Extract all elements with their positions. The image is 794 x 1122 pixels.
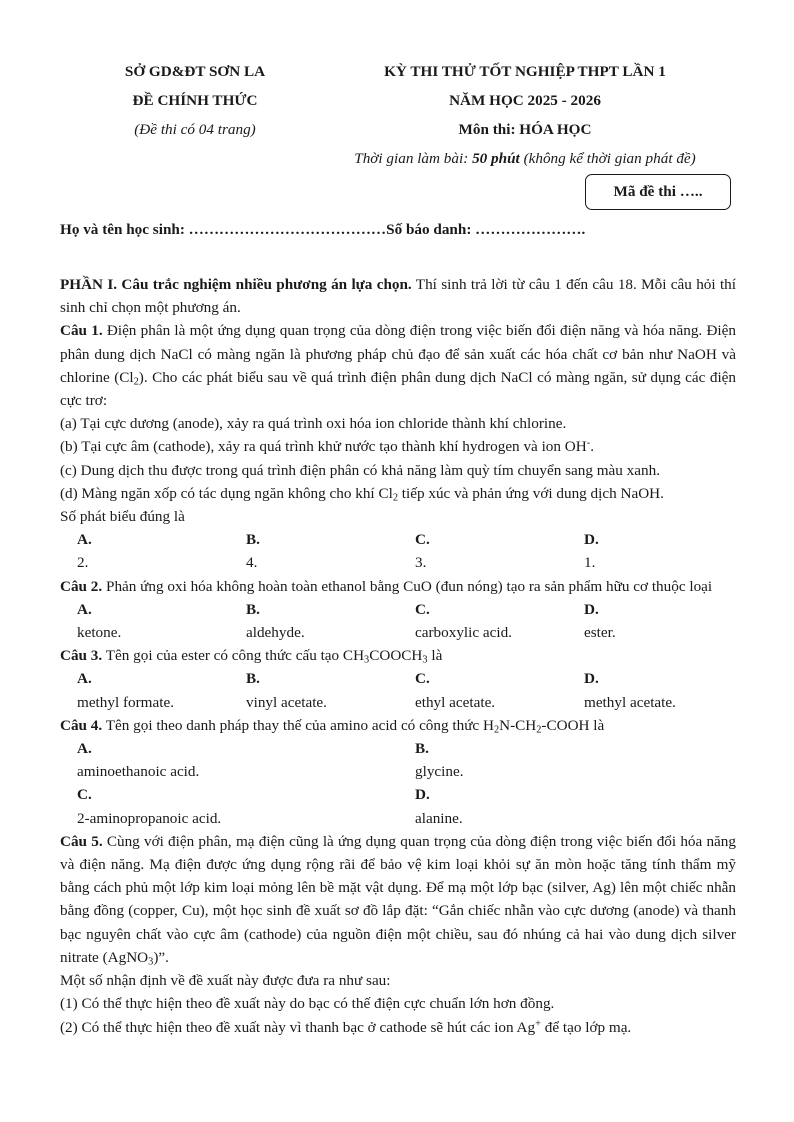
question-5-text-end: )”.: [153, 948, 169, 966]
question-3-options: [60, 667, 736, 713]
option-text: ester.: [584, 624, 616, 642]
subject-line: Môn thi: HÓA HỌC: [458, 121, 592, 138]
question-5-intro: Một số nhận định về đề xuất này được đưa ra như sau:: [60, 972, 391, 990]
option-letter: D.: [584, 531, 599, 549]
subscript: 3: [422, 654, 428, 666]
exam-body: [60, 273, 736, 1039]
option-letter: D.: [415, 786, 430, 804]
department-name: SỞ GD&ĐT SƠN LA: [124, 63, 266, 80]
exam-code-box: Mã đề thi …..: [585, 174, 731, 210]
question-1-statement-d: [60, 482, 736, 505]
option-letter: C.: [77, 786, 92, 804]
question-4-stem: [60, 714, 736, 737]
question-1-text-end: ). Cho các phát biểu sau về quá trình điện phân dung dịch NaCl có màng ngăn, sử dụng các điện cực trơ:: [60, 368, 736, 410]
option-text: methyl formate.: [77, 693, 174, 711]
answer-option[interactable]: [415, 598, 584, 644]
option-letter: D.: [584, 600, 599, 618]
exam-title: KỲ THI THỬ TỐT NGHIỆP THPT LẦN 1: [384, 63, 666, 80]
answer-option[interactable]: [77, 783, 415, 829]
question-4-options-row-1: [60, 737, 736, 783]
school-year: NĂM HỌC 2025 - 2026: [449, 92, 601, 109]
subscript: 2: [133, 376, 139, 388]
part-1-heading: [60, 273, 736, 319]
part-1-instruction: Thí sinh trả lời từ câu 1 đến câu 18. Mỗi câu hỏi thí sinh chỉ chọn một phương án.: [60, 276, 736, 317]
answer-option[interactable]: [584, 598, 753, 644]
question-2-stem: [60, 575, 736, 598]
option-letter: B.: [415, 740, 429, 758]
question-5-text: Cùng với điện phân, mạ điện cũng là ứng dụng quan trọng của dòng điện trong việc biến đổi hóa năng và điện năng. Mạ điện được ứng dụng rộng rãi để bảo vệ kim loại khỏi sự ăn mòn hoặc tăng tính thẩm mỹ bằng cách phủ một lớp kim loại mỏng lên bề mặt vật dụng. Để mạ một lớp bạc (silver, Ag) lên một chiếc nhẫn bằng đồng (copper, Cu), một học sinh đề xuất sơ đồ lắp đặt: “Gắn chiếc nhẫn vào cực dương (anode) và thanh bạc nguyên chất vào cực âm (cathode) của nguồn điện một chiều, sau đó nhúng cả hai vào dung dịch silver nitrate (AgNO: [60, 832, 736, 966]
question-5-label: Câu 5.: [60, 832, 103, 850]
statement-2-end: để tạo lớp mạ.: [540, 1018, 632, 1036]
official-exam-label: ĐỀ CHÍNH THỨC: [132, 92, 258, 109]
question-3-label: Câu 3.: [60, 647, 103, 665]
question-4-text-end: -COOH là: [541, 716, 605, 734]
answer-option[interactable]: [415, 783, 753, 829]
option-letter: B.: [246, 670, 260, 688]
answer-option[interactable]: [415, 737, 753, 783]
answer-option[interactable]: [77, 598, 246, 644]
option-text: aldehyde.: [246, 624, 305, 642]
option-letter: A.: [77, 740, 92, 758]
option-text: aminoethanoic acid.: [77, 763, 200, 781]
option-letter: A.: [77, 600, 92, 618]
question-1-label: Câu 1.: [60, 322, 103, 340]
answer-option[interactable]: [415, 667, 584, 713]
answer-option[interactable]: [584, 667, 753, 713]
question-4-label: Câu 4.: [60, 716, 103, 734]
question-3-text-end: là: [427, 647, 443, 665]
subscript: 2: [493, 724, 500, 736]
statement-b-text: (b) Tại cực âm (cathode), xảy ra quá trình khử nước tạo thành khí hydrogen và ion OH: [60, 438, 587, 456]
question-1-text: Điện phân là một ứng dụng quan trọng của dòng điện trong việc biến đổi điện năng và hóa năng. Điện phân dung dịch NaCl có màng ngăn là phương pháp chủ đạo để sản xuất các hóa chất cơ bản như NaOH và chlorine (Cl: [60, 322, 736, 386]
answer-option[interactable]: [246, 598, 415, 644]
time-prefix: Thời gian làm bài:: [354, 150, 473, 167]
question-1-options: [60, 528, 736, 574]
part-1-title: PHẦN I. Câu trắc nghiệm nhiều phương án lựa chọn.: [60, 276, 412, 293]
option-text: vinyl acetate.: [246, 693, 327, 711]
question-5-statement-1: (1) Có thể thực hiện theo đề xuất này do bạc có thế điện cực chuẩn lớn hơn đồng.: [60, 995, 555, 1013]
option-text: ethyl acetate.: [415, 693, 496, 711]
option-text: ketone.: [77, 624, 122, 642]
answer-option[interactable]: [246, 667, 415, 713]
option-text: 3.: [415, 554, 427, 572]
option-letter: C.: [415, 531, 430, 549]
subscript: 3: [364, 654, 370, 666]
question-4-text: Tên gọi theo danh pháp thay thế của amino acid có công thức H: [102, 716, 494, 734]
question-1-statement-a: (a) Tại cực dương (anode), xảy ra quá trình oxi hóa ion chloride thành khí chlorine.: [60, 415, 567, 433]
option-text: 1.: [584, 554, 596, 572]
question-3-text: Tên gọi của ester có công thức cấu tạo CH: [102, 647, 365, 665]
formula-part: N-CH: [499, 716, 537, 734]
question-4-options-row-2: [60, 783, 736, 829]
option-text: methyl acetate.: [584, 693, 676, 711]
option-letter: D.: [584, 670, 599, 688]
statement-2-text: (2) Có thể thực hiện theo đề xuất này vì thanh bạc ở cathode sẽ hút các ion Ag: [60, 1018, 536, 1036]
question-1-stem: [60, 319, 736, 412]
option-text: carboxylic acid.: [415, 624, 512, 642]
option-letter: A.: [77, 670, 92, 688]
question-2-options: [60, 598, 736, 644]
subscript: 2: [392, 492, 398, 504]
question-2-text: Phản ứng oxi hóa không hoàn toàn ethanol bằng CuO (đun nóng) tạo ra sản phẩm hữu cơ thuộc loại: [102, 577, 713, 595]
time-value: 50 phút: [472, 150, 520, 167]
question-1-statement-c: (c) Dung dịch thu được trong quá trình điện phân có khả năng làm quỳ tím chuyển sang màu xanh.: [60, 461, 660, 479]
option-letter: B.: [246, 600, 260, 618]
statement-b-end: .: [590, 438, 594, 456]
answer-option[interactable]: [77, 528, 246, 574]
answer-option[interactable]: [77, 737, 415, 783]
time-line: [318, 150, 732, 168]
question-3-stem: [60, 644, 736, 667]
question-5-stem: [60, 830, 736, 969]
option-text: 2.: [77, 554, 89, 572]
formula-part: COOCH: [369, 647, 423, 665]
option-letter: A.: [77, 531, 92, 549]
answer-option[interactable]: [246, 528, 415, 574]
question-2-label: Câu 2.: [60, 577, 103, 595]
option-letter: C.: [415, 670, 430, 688]
superscript: -: [586, 437, 591, 449]
statement-d-text: (d) Màng ngăn xốp có tác dụng ngăn không cho khí Cl: [60, 484, 393, 502]
option-text: 2-aminopropanoic acid.: [77, 809, 222, 827]
option-letter: B.: [246, 531, 260, 549]
option-letter: C.: [415, 600, 430, 618]
answer-option[interactable]: [584, 528, 753, 574]
subscript: 3: [148, 956, 154, 968]
answer-option[interactable]: [415, 528, 584, 574]
student-info-line: Họ và tên học sinh: …………………………………Số báo danh: ………………….: [60, 221, 586, 238]
statement-d-end: tiếp xúc và phản ứng với dung dịch NaOH.: [397, 484, 664, 502]
page-count-note: (Đề thi có 04 trang): [134, 121, 256, 138]
time-suffix: (không kể thời gian phát đề): [519, 150, 696, 167]
option-text: glycine.: [415, 763, 464, 781]
question-5-statement-2: [60, 1016, 736, 1039]
option-text: alanine.: [415, 809, 463, 827]
subscript: 2: [536, 724, 542, 736]
answer-option[interactable]: [77, 667, 246, 713]
question-1-statement-b: [60, 435, 736, 458]
superscript: +: [535, 1017, 541, 1029]
question-1-prompt: Số phát biểu đúng là: [60, 508, 185, 526]
option-text: 4.: [246, 554, 258, 572]
